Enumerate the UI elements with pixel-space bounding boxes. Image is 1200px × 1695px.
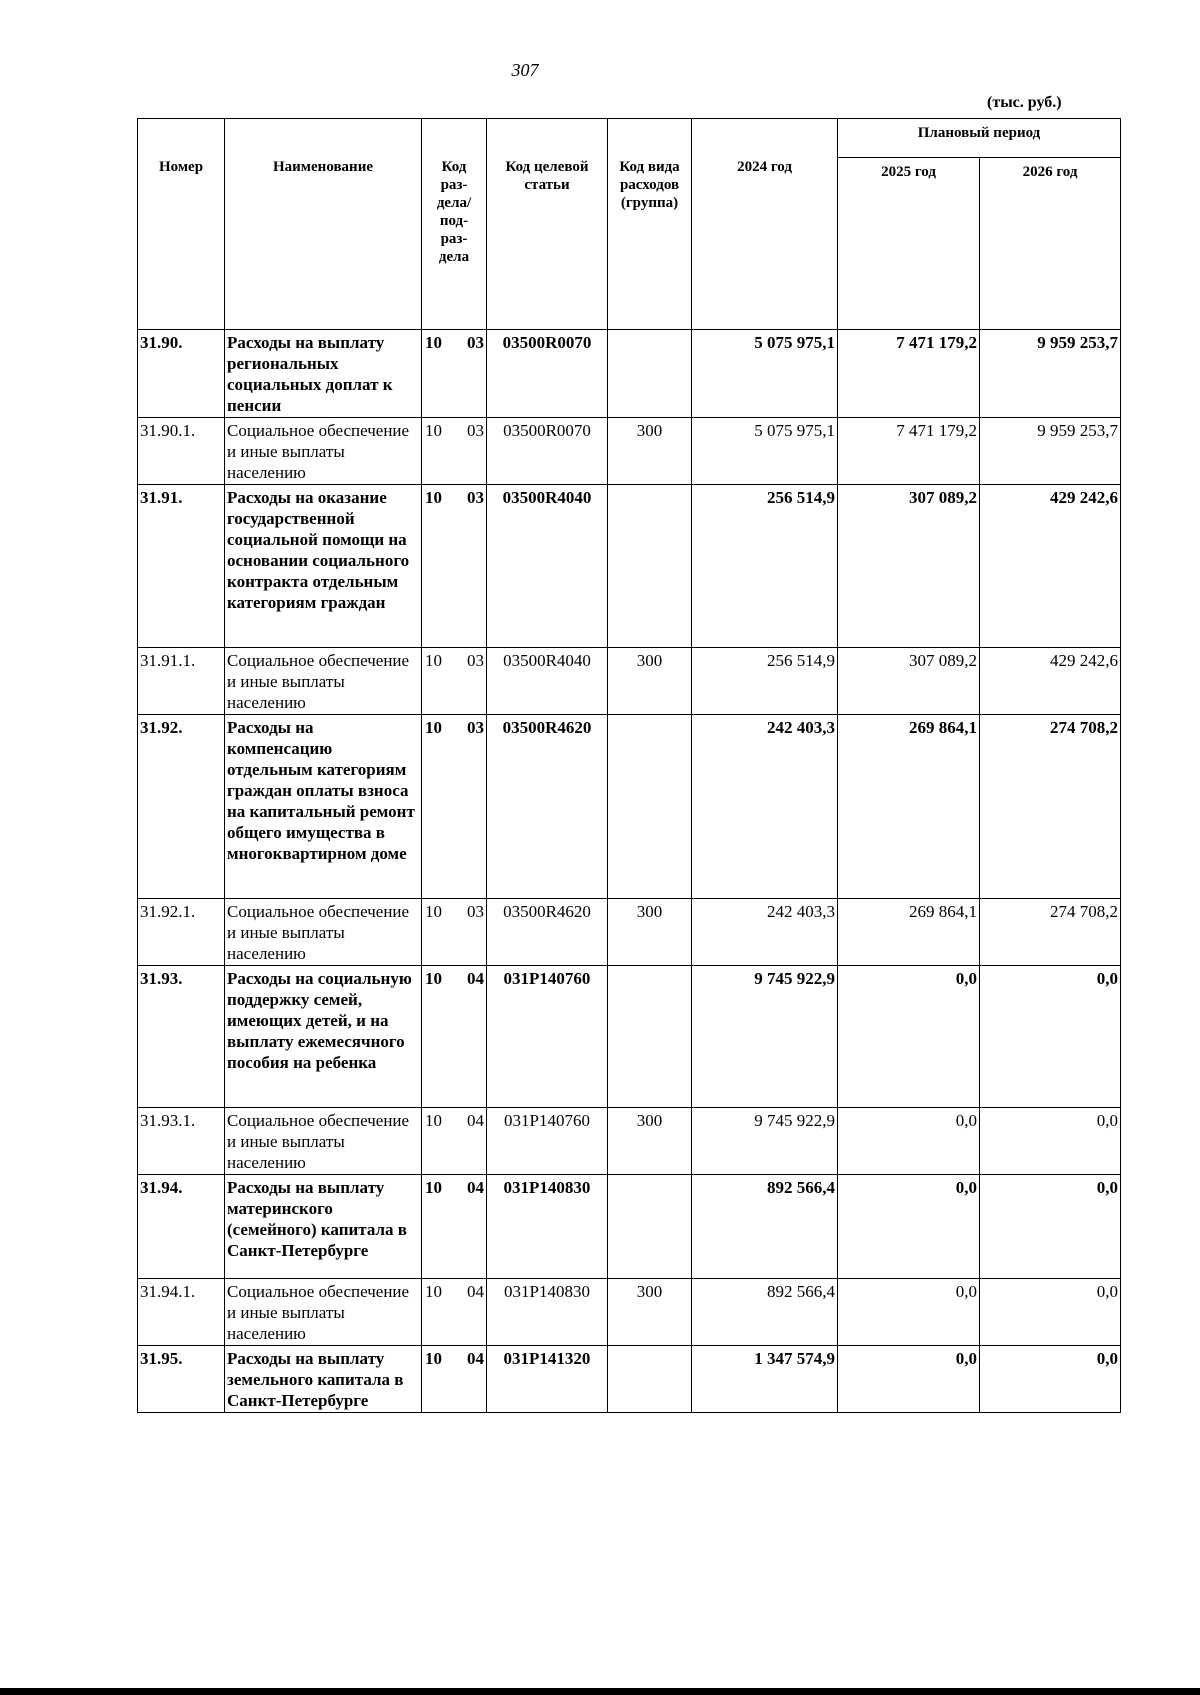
row-section-code bbox=[422, 1175, 487, 1279]
budget-table bbox=[137, 118, 1121, 1413]
row-number: 31.93.1. bbox=[138, 1108, 225, 1175]
header-2026: 2026 год bbox=[980, 158, 1121, 330]
row-target-code: 031P141320 bbox=[487, 1346, 608, 1413]
subsection-code: 03 bbox=[467, 421, 484, 440]
row-name: Социальное обеспечение и иные выплаты населению bbox=[225, 648, 422, 715]
subsection-code: 03 bbox=[467, 651, 484, 670]
row-2025-value: 0,0 bbox=[838, 1279, 980, 1346]
table-row bbox=[138, 1279, 1121, 1346]
row-expense-group bbox=[608, 330, 692, 418]
header-target: Код целевой статьи bbox=[487, 119, 608, 330]
row-2024-value: 242 403,3 bbox=[692, 715, 838, 899]
row-number: 31.94.1. bbox=[138, 1279, 225, 1346]
header-2025: 2025 год bbox=[838, 158, 980, 330]
row-expense-group bbox=[608, 1346, 692, 1413]
row-section-code bbox=[422, 418, 487, 485]
row-name: Расходы на компенсацию отдельным категориям граждан оплаты взноса на капитальный ремонт общего имущества в многоквартирном доме bbox=[225, 715, 422, 899]
row-name: Социальное обеспечение и иные выплаты населению bbox=[225, 1108, 422, 1175]
row-name: Расходы на социальную поддержку семей, имеющих детей, и на выплату ежемесячного пособия на ребенка bbox=[225, 966, 422, 1108]
row-2026-value: 0,0 bbox=[980, 966, 1121, 1108]
row-number: 31.90. bbox=[138, 330, 225, 418]
page-number: 307 bbox=[511, 60, 539, 80]
header-row-1 bbox=[138, 119, 1121, 158]
row-target-code: 03500R0070 bbox=[487, 418, 608, 485]
section-code: 10 bbox=[425, 1111, 442, 1130]
row-2026-value: 274 708,2 bbox=[980, 899, 1121, 966]
subsection-code: 03 bbox=[467, 488, 484, 507]
section-code: 10 bbox=[425, 488, 442, 507]
row-target-code: 03500R4040 bbox=[487, 485, 608, 648]
row-2026-value: 429 242,6 bbox=[980, 485, 1121, 648]
row-name: Расходы на выплату земельного капитала в Санкт-Петербурге bbox=[225, 1346, 422, 1413]
section-code: 10 bbox=[425, 718, 442, 737]
row-expense-group: 300 bbox=[608, 1108, 692, 1175]
row-2024-value: 5 075 975,1 bbox=[692, 330, 838, 418]
row-name: Расходы на выплату материнского (семейного) капитала в Санкт-Петербурге bbox=[225, 1175, 422, 1279]
row-number: 31.93. bbox=[138, 966, 225, 1108]
row-target-code: 03500R4040 bbox=[487, 648, 608, 715]
row-2026-value: 0,0 bbox=[980, 1175, 1121, 1279]
subsection-code: 03 bbox=[467, 902, 484, 921]
row-number: 31.90.1. bbox=[138, 418, 225, 485]
row-2025-value: 7 471 179,2 bbox=[838, 330, 980, 418]
row-number: 31.94. bbox=[138, 1175, 225, 1279]
section-code: 10 bbox=[425, 651, 442, 670]
row-name: Социальное обеспечение и иные выплаты населению bbox=[225, 1279, 422, 1346]
row-2024-value: 1 347 574,9 bbox=[692, 1346, 838, 1413]
row-expense-group: 300 bbox=[608, 418, 692, 485]
table-row bbox=[138, 966, 1121, 1108]
table-body bbox=[138, 330, 1121, 1413]
subsection-code: 04 bbox=[467, 1282, 484, 1301]
header-planned-period: Плановый период bbox=[838, 119, 1121, 158]
row-2024-value: 5 075 975,1 bbox=[692, 418, 838, 485]
row-target-code: 031P140830 bbox=[487, 1175, 608, 1279]
subsection-code: 04 bbox=[467, 1178, 484, 1197]
row-number: 31.91. bbox=[138, 485, 225, 648]
section-code: 10 bbox=[425, 1282, 442, 1301]
row-section-code bbox=[422, 485, 487, 648]
table-row bbox=[138, 1175, 1121, 1279]
row-2026-value: 274 708,2 bbox=[980, 715, 1121, 899]
row-2025-value: 7 471 179,2 bbox=[838, 418, 980, 485]
row-number: 31.92.1. bbox=[138, 899, 225, 966]
row-target-code: 03500R4620 bbox=[487, 715, 608, 899]
row-section-code bbox=[422, 1279, 487, 1346]
row-section-code bbox=[422, 330, 487, 418]
row-expense-group: 300 bbox=[608, 648, 692, 715]
header-section: Код раз-дела/ под-раз-дела bbox=[422, 119, 487, 330]
table-row bbox=[138, 899, 1121, 966]
row-name: Расходы на оказание государственной социальной помощи на основании социального контракта отдельным категориям граждан bbox=[225, 485, 422, 648]
row-2025-value: 0,0 bbox=[838, 1346, 980, 1413]
table-row bbox=[138, 418, 1121, 485]
row-2026-value: 0,0 bbox=[980, 1346, 1121, 1413]
row-section-code bbox=[422, 648, 487, 715]
row-section-code bbox=[422, 966, 487, 1108]
row-target-code: 031P140760 bbox=[487, 966, 608, 1108]
subsection-code: 03 bbox=[467, 718, 484, 737]
row-section-code bbox=[422, 1108, 487, 1175]
row-section-code bbox=[422, 1346, 487, 1413]
table-row bbox=[138, 1346, 1121, 1413]
section-code: 10 bbox=[425, 333, 442, 352]
scan-edge-bar bbox=[0, 1688, 1200, 1695]
row-2024-value: 892 566,4 bbox=[692, 1279, 838, 1346]
row-name: Расходы на выплату региональных социальных доплат к пенсии bbox=[225, 330, 422, 418]
row-2025-value: 269 864,1 bbox=[838, 899, 980, 966]
subsection-code: 04 bbox=[467, 1349, 484, 1368]
row-2025-value: 0,0 bbox=[838, 1108, 980, 1175]
row-2026-value: 9 959 253,7 bbox=[980, 418, 1121, 485]
row-2025-value: 0,0 bbox=[838, 966, 980, 1108]
row-2025-value: 0,0 bbox=[838, 1175, 980, 1279]
section-code: 10 bbox=[425, 902, 442, 921]
header-name: Наименование bbox=[225, 119, 422, 330]
row-expense-group: 300 bbox=[608, 899, 692, 966]
table-row bbox=[138, 330, 1121, 418]
row-expense-group bbox=[608, 1175, 692, 1279]
row-number: 31.95. bbox=[138, 1346, 225, 1413]
row-2024-value: 9 745 922,9 bbox=[692, 966, 838, 1108]
row-2025-value: 307 089,2 bbox=[838, 485, 980, 648]
row-expense-group: 300 bbox=[608, 1279, 692, 1346]
table-row bbox=[138, 648, 1121, 715]
row-number: 31.91.1. bbox=[138, 648, 225, 715]
row-target-code: 031P140830 bbox=[487, 1279, 608, 1346]
row-2026-value: 0,0 bbox=[980, 1108, 1121, 1175]
row-number: 31.92. bbox=[138, 715, 225, 899]
header-number: Номер bbox=[138, 119, 225, 330]
row-2025-value: 307 089,2 bbox=[838, 648, 980, 715]
subsection-code: 04 bbox=[467, 1111, 484, 1130]
row-2026-value: 0,0 bbox=[980, 1279, 1121, 1346]
section-code: 10 bbox=[425, 1178, 442, 1197]
row-target-code: 03500R4620 bbox=[487, 899, 608, 966]
row-2024-value: 9 745 922,9 bbox=[692, 1108, 838, 1175]
row-2024-value: 242 403,3 bbox=[692, 899, 838, 966]
row-name: Социальное обеспечение и иные выплаты населению bbox=[225, 418, 422, 485]
header-expense-type: Код вида расходов (группа) bbox=[608, 119, 692, 330]
units-label: (тыс. руб.) bbox=[987, 94, 1062, 111]
row-2024-value: 256 514,9 bbox=[692, 648, 838, 715]
table-row bbox=[138, 1108, 1121, 1175]
row-section-code bbox=[422, 715, 487, 899]
row-expense-group bbox=[608, 485, 692, 648]
row-section-code bbox=[422, 899, 487, 966]
row-2026-value: 429 242,6 bbox=[980, 648, 1121, 715]
table-row bbox=[138, 485, 1121, 648]
section-code: 10 bbox=[425, 1349, 442, 1368]
subsection-code: 04 bbox=[467, 969, 484, 988]
row-expense-group bbox=[608, 966, 692, 1108]
row-2025-value: 269 864,1 bbox=[838, 715, 980, 899]
header-2024: 2024 год bbox=[692, 119, 838, 330]
row-name: Социальное обеспечение и иные выплаты населению bbox=[225, 899, 422, 966]
row-target-code: 031P140760 bbox=[487, 1108, 608, 1175]
row-2024-value: 256 514,9 bbox=[692, 485, 838, 648]
row-expense-group bbox=[608, 715, 692, 899]
row-2026-value: 9 959 253,7 bbox=[980, 330, 1121, 418]
table-row bbox=[138, 715, 1121, 899]
row-target-code: 03500R0070 bbox=[487, 330, 608, 418]
section-code: 10 bbox=[425, 969, 442, 988]
row-2024-value: 892 566,4 bbox=[692, 1175, 838, 1279]
subsection-code: 03 bbox=[467, 333, 484, 352]
section-code: 10 bbox=[425, 421, 442, 440]
